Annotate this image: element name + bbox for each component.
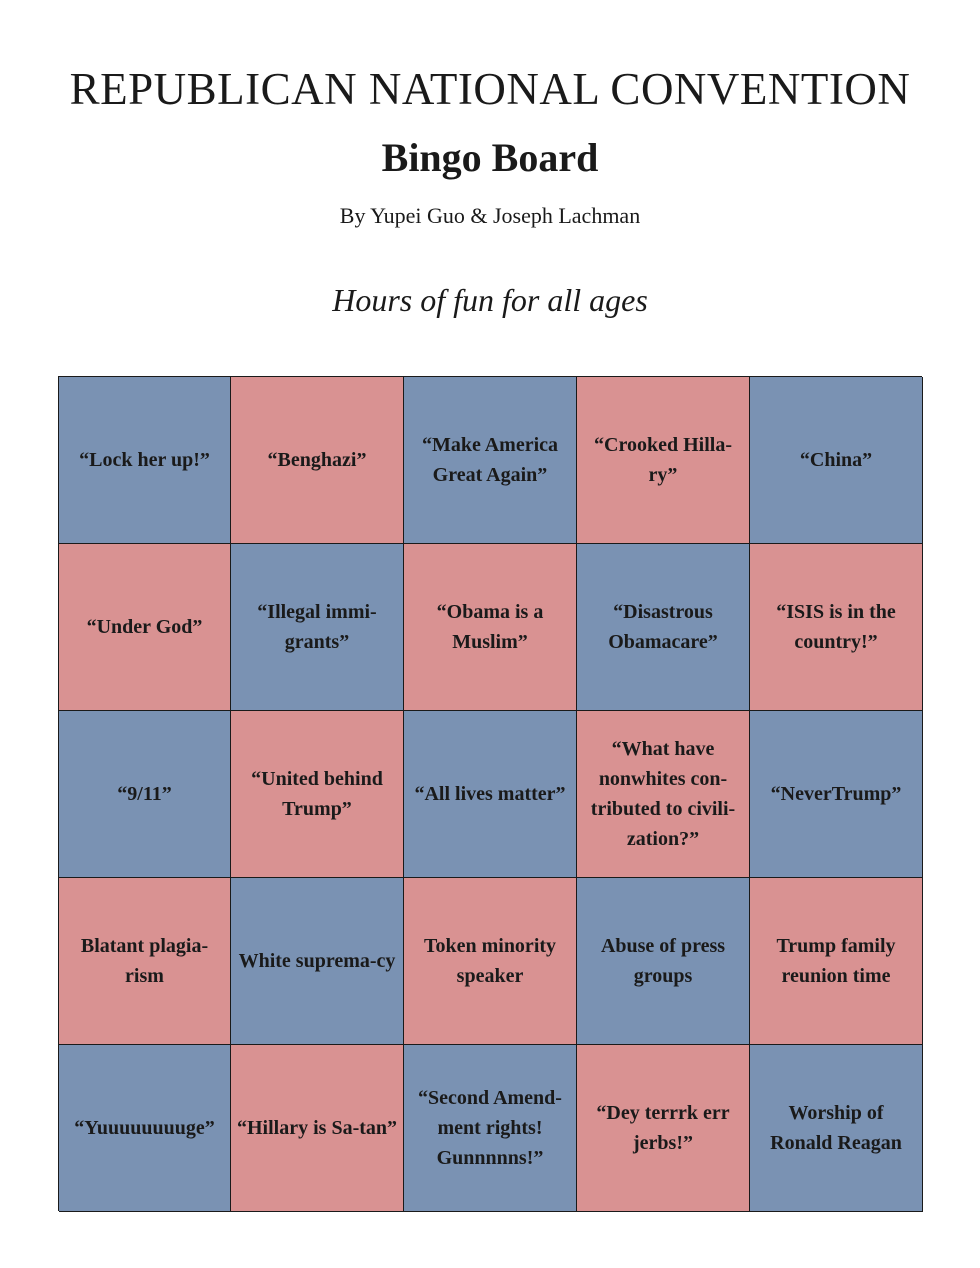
bingo-cell [577, 544, 750, 711]
page-title: REPUBLICAN NATIONAL CONVENTION [69, 64, 911, 114]
page-subtitle: Bingo Board [381, 135, 599, 180]
bingo-cell [404, 1045, 577, 1212]
bingo-cell [750, 878, 923, 1045]
bingo-cell-text: “Obama is a Muslim” [436, 601, 544, 653]
bingo-cell-text: Token minority speaker [423, 935, 557, 987]
bingo-cell [750, 711, 923, 878]
bingo-cell-text: “What have nonwhites con-tributed to civili-zation?” [590, 738, 736, 850]
bingo-cell-text: “Illegal immi-grants” [257, 601, 377, 653]
tagline: Hours of fun for all ages [332, 282, 648, 318]
bingo-cell [750, 544, 923, 711]
bingo-cell [231, 1045, 404, 1212]
bingo-cell-text: “9/11” [117, 783, 172, 805]
bingo-cell [577, 878, 750, 1045]
bingo-cell-text: “Under God” [86, 616, 203, 638]
bingo-cell [59, 377, 231, 544]
bingo-cell [59, 544, 231, 711]
bingo-cell [750, 377, 923, 544]
bingo-cell-text: Trump family reunion time [776, 935, 896, 987]
bingo-cell-text: White suprema-cy [238, 950, 396, 972]
bingo-cell-text: Worship of Ronald Reagan [770, 1102, 902, 1154]
bingo-cell-text: “Disastrous Obamacare” [608, 601, 718, 653]
bingo-cell [404, 377, 577, 544]
bingo-cell-text: “Lock her up!” [79, 449, 210, 471]
bingo-cell [404, 544, 577, 711]
bingo-cell-text: “ISIS is in the country!” [776, 601, 896, 653]
bingo-cell-text: “Dey terrrk err jerbs!” [596, 1102, 730, 1154]
bingo-cell [577, 711, 750, 878]
bingo-cell [231, 711, 404, 878]
bingo-cell-text: “Make America Great Again” [421, 434, 559, 486]
bingo-cell [577, 377, 750, 544]
bingo-cell-text: “Hillary is Sa-tan” [237, 1117, 398, 1139]
bingo-cell-text: “All lives matter” [414, 783, 566, 805]
bingo-cell-text: “United behind Trump” [251, 768, 383, 820]
bingo-cell [577, 1045, 750, 1212]
bingo-cell [404, 711, 577, 878]
bingo-cell [59, 878, 231, 1045]
bingo-cell-text: “Benghazi” [267, 449, 367, 471]
byline: By Yupei Guo & Joseph Lachman [339, 203, 641, 228]
bingo-cell-text: “Crooked Hilla-ry” [594, 434, 732, 486]
bingo-board [58, 376, 922, 1211]
bingo-cell [231, 878, 404, 1045]
bingo-cell-text: “China” [799, 449, 873, 471]
bingo-cell [750, 1045, 923, 1212]
bingo-cell [231, 377, 404, 544]
bingo-cell [231, 544, 404, 711]
bingo-cell-text: Blatant plagia-rism [80, 935, 209, 987]
bingo-cell [59, 711, 231, 878]
bingo-cell-text: Abuse of press groups [600, 935, 726, 987]
bingo-cell [59, 1045, 231, 1212]
bingo-cell-text: “NeverTrump” [770, 783, 902, 805]
bingo-cell-text: “Second Amend-ment rights! Gunnnnns!” [418, 1087, 562, 1169]
bingo-cell-text: “Yuuuuuuuuge” [74, 1117, 215, 1139]
bingo-cell [404, 878, 577, 1045]
